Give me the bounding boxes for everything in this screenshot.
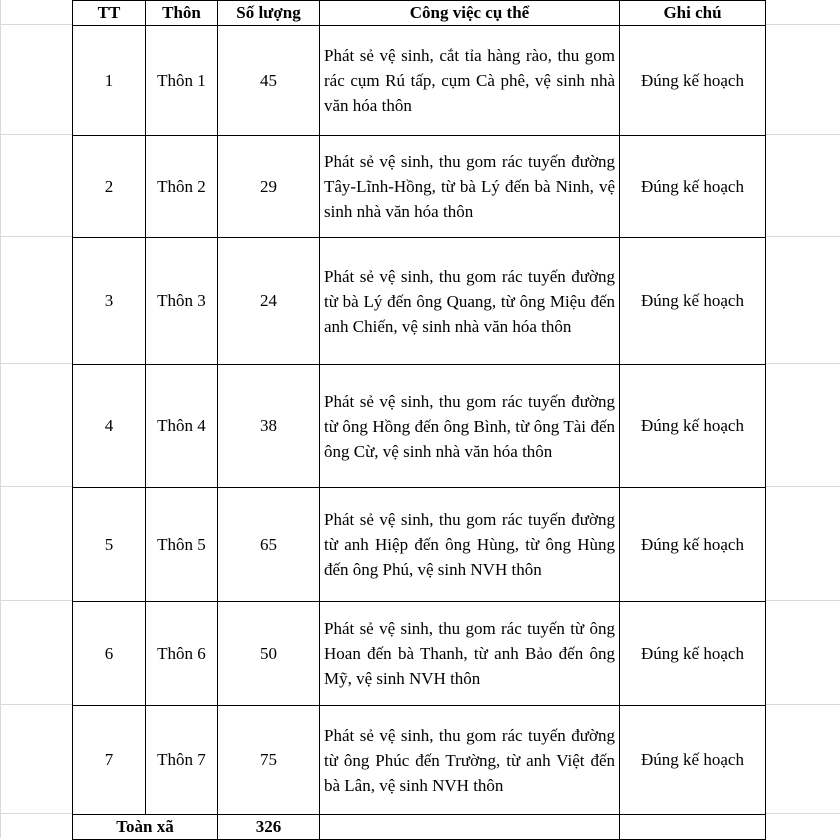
total-task-empty [320, 815, 620, 840]
row-note: Đúng kế hoạch [620, 26, 766, 136]
row-tt: 2 [73, 136, 146, 238]
table-row [73, 238, 766, 365]
row-tt: 7 [73, 706, 146, 815]
row-quantity: 24 [218, 238, 320, 365]
row-task: Phát sẻ vệ sinh, thu gom rác tuyến từ ông Hoan đến bà Thanh, từ anh Bảo đến ông Mỹ, vệ sinh NVH thôn [320, 602, 620, 706]
total-quantity: 326 [218, 815, 320, 840]
row-tt: 5 [73, 488, 146, 602]
table-row [73, 136, 766, 238]
header-task: Công việc cụ thể [320, 1, 620, 26]
row-village: Thôn 2 [146, 136, 218, 238]
total-row [73, 815, 766, 840]
row-quantity: 75 [218, 706, 320, 815]
row-task: Phát sẻ vệ sinh, thu gom rác tuyến đường từ anh Hiệp đến ông Hùng, từ ông Hùng đến ông Phú, vệ sinh NVH thôn [320, 488, 620, 602]
row-task: Phát sẻ vệ sinh, thu gom rác tuyến đường từ ông Phúc đến Trường, từ anh Việt đến bà Lân, vệ sinh NVH thôn [320, 706, 620, 815]
row-note: Đúng kế hoạch [620, 488, 766, 602]
header-row [73, 1, 766, 26]
row-tt: 4 [73, 365, 146, 488]
row-task: Phát sẻ vệ sinh, thu gom rác tuyến đường Tây-Lĩnh-Hồng, từ bà Lý đến bà Ninh, vệ sinh nhà văn hóa thôn [320, 136, 620, 238]
row-quantity: 45 [218, 26, 320, 136]
work-report-table [72, 0, 766, 840]
table-row [73, 26, 766, 136]
table-row [73, 602, 766, 706]
row-note: Đúng kế hoạch [620, 602, 766, 706]
row-note: Đúng kế hoạch [620, 136, 766, 238]
row-tt: 1 [73, 26, 146, 136]
row-village: Thôn 5 [146, 488, 218, 602]
row-quantity: 50 [218, 602, 320, 706]
row-village: Thôn 3 [146, 238, 218, 365]
table-row [73, 706, 766, 815]
header-note: Ghi chú [620, 1, 766, 26]
row-task: Phát sẻ vệ sinh, thu gom rác tuyến đường từ bà Lý đến ông Quang, từ ông Miệu đến anh Chiến, vệ sinh nhà văn hóa thôn [320, 238, 620, 365]
row-quantity: 29 [218, 136, 320, 238]
row-village: Thôn 4 [146, 365, 218, 488]
row-quantity: 65 [218, 488, 320, 602]
row-note: Đúng kế hoạch [620, 238, 766, 365]
row-village: Thôn 7 [146, 706, 218, 815]
row-tt: 3 [73, 238, 146, 365]
row-note: Đúng kế hoạch [620, 706, 766, 815]
header-village: Thôn [146, 1, 218, 26]
table-row [73, 488, 766, 602]
row-tt: 6 [73, 602, 146, 706]
total-label: Toàn xã [73, 815, 218, 840]
row-note: Đúng kế hoạch [620, 365, 766, 488]
total-note-empty [620, 815, 766, 840]
row-village: Thôn 1 [146, 26, 218, 136]
row-task: Phát sẻ vệ sinh, thu gom rác tuyến đường từ ông Hồng đến ông Bình, từ ông Tài đến ông Cừ, vệ sinh nhà văn hóa thôn [320, 365, 620, 488]
row-village: Thôn 6 [146, 602, 218, 706]
table-row [73, 365, 766, 488]
header-tt: TT [73, 1, 146, 26]
row-task: Phát sẻ vệ sinh, cắt tỉa hàng rào, thu gom rác cụm Rú tấp, cụm Cà phê, vệ sinh nhà văn hóa thôn [320, 26, 620, 136]
row-quantity: 38 [218, 365, 320, 488]
header-quantity: Số lượng [218, 1, 320, 26]
